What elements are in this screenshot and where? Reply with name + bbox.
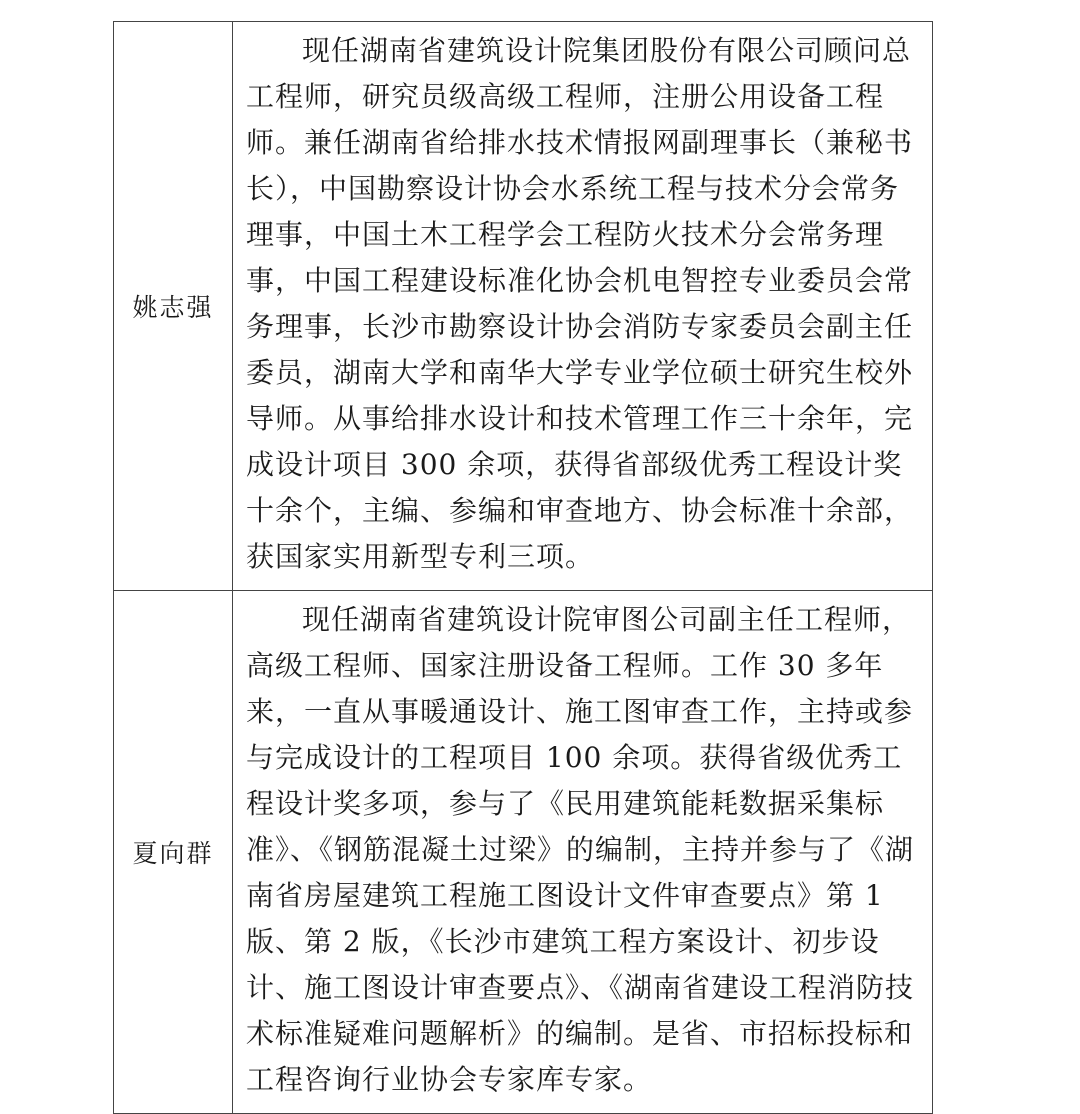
expert-bio: 现任湖南省建筑设计院审图公司副主任工程师，高级工程师、国家注册设备工程师。工作 30 多年来，一直从事暖通设计、施工图审查工作，主持或参与完成设计的工程项目 100 余项。获得省级优秀工程设计奖多项，参与了《民用建筑能耗数据采集标准》、《钢筋混凝土过梁》的编制，主持并参与了《湖南省房屋建筑工程施工图设计文件审查要点》第 1 版、第 2 版，《长沙市建筑工程方案设计、初步设计、施工图设计审查要点》、《湖南省建设工程消防技术标准疑难问题解析》的编制。是省、市招标投标和工程咨询行业协会专家库专家。 [246, 603, 915, 1096]
table-row [114, 591, 933, 1114]
expert-name: 夏向群 [114, 591, 233, 1114]
expert-name: 姚志强 [114, 22, 233, 591]
expert-bio-cell [233, 591, 933, 1114]
expert-bio: 现任湖南省建筑设计院集团股份有限公司顾问总工程师，研究员级高级工程师，注册公用设备工程师。兼任湖南省给排水技术情报网副理事长（兼秘书长），中国勘察设计协会水系统工程与技术分会常务理事，中国土木工程学会工程防火技术分会常务理事，中国工程建设标准化协会机电智控专业委员会常务理事，长沙市勘察设计协会消防专家委员会副主任委员，湖南大学和南华大学专业学位硕士研究生校外导师。从事给排水设计和技术管理工作三十余年，完成设计项目 300 余项，获得省部级优秀工程设计奖十余个，主编、参编和审查地方、协会标准十余部，获国家实用新型专利三项。 [246, 34, 914, 573]
expert-bio-cell [233, 22, 933, 591]
table-row [114, 22, 933, 591]
expert-bio-table [113, 21, 933, 1114]
